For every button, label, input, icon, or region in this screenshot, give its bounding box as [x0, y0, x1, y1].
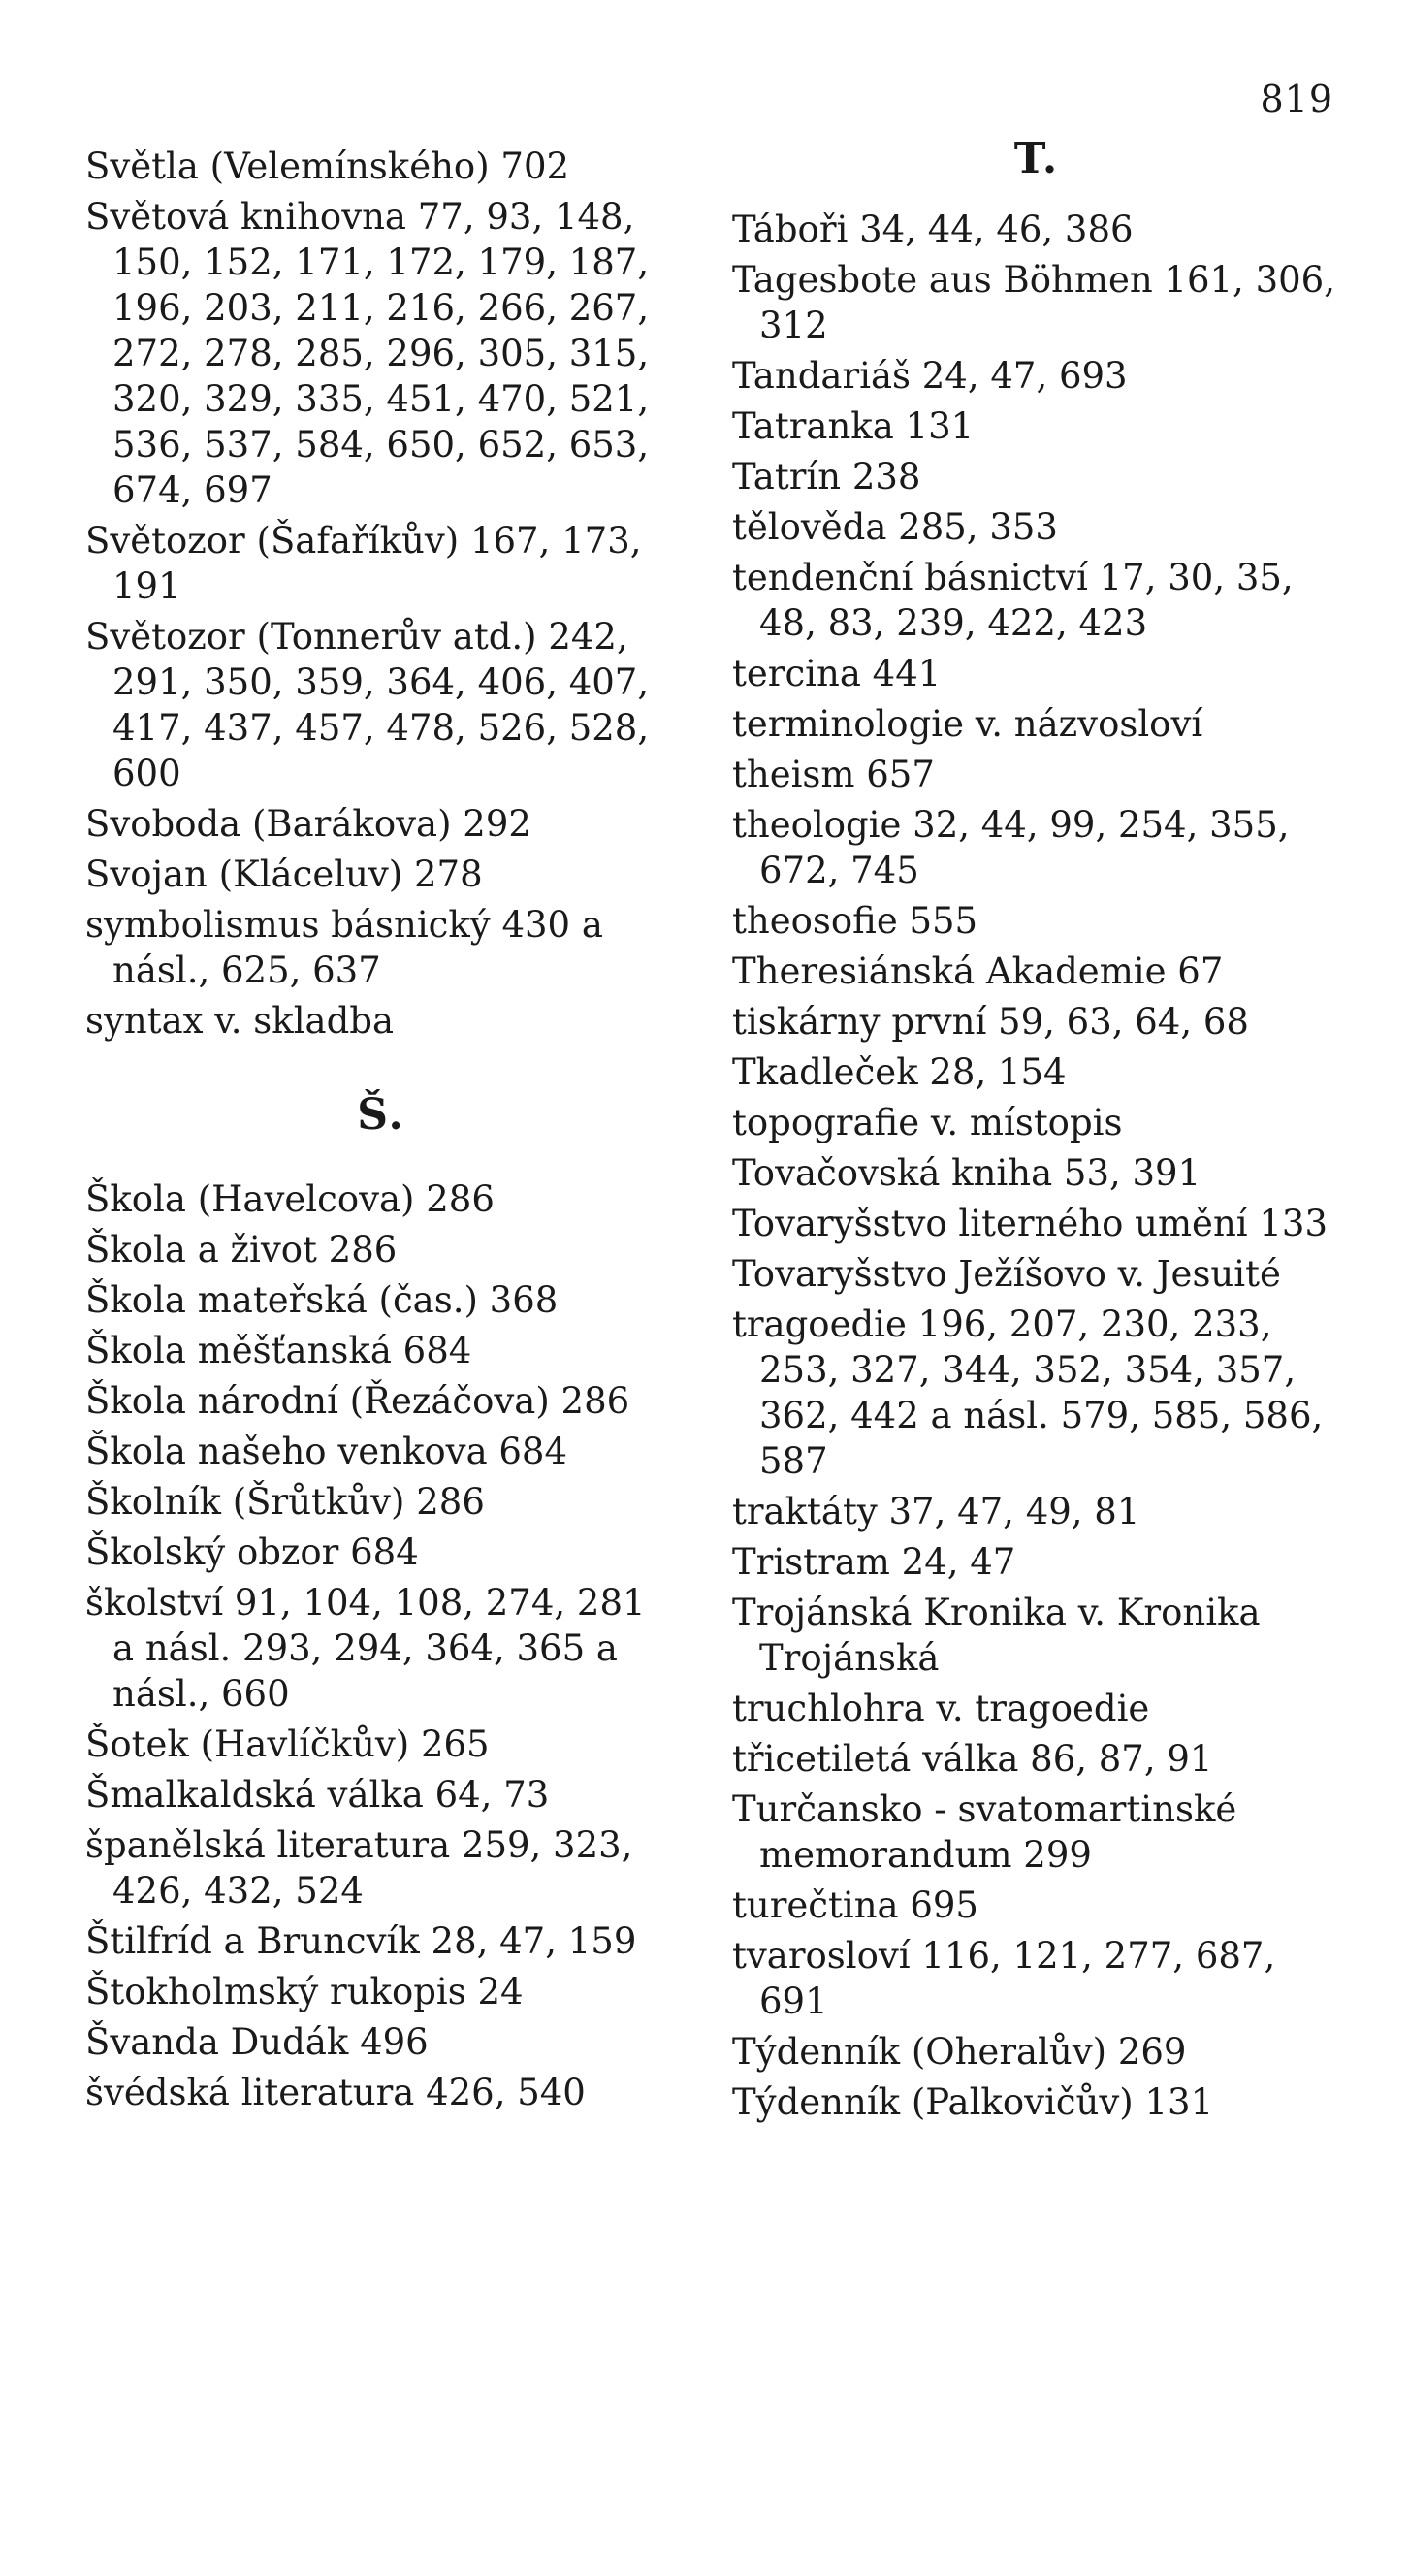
index-entry: tercina 441 — [732, 653, 942, 694]
index-entry: Tagesbote aus Böhmen 161, 306, 312 — [732, 259, 1335, 346]
index-entry: syntax v. skladba — [85, 1000, 395, 1042]
index-entry: školství 91, 104, 108, 274, 281 a násl. 293, 294, 364, 365 a násl., 660 — [85, 1582, 646, 1715]
index-entry: Tandariáš 24, 47, 693 — [732, 355, 1128, 397]
index-entry: theism 657 — [732, 754, 935, 795]
index-entry: Tovaryšstvo Ježíšovo v. Jesuité — [732, 1253, 1281, 1295]
index-entry: Světozor (Šafaříkův) 167, 173, 191 — [85, 520, 642, 607]
index-entry: symbolismus básnický 430 a násl., 625, 637 — [85, 904, 603, 991]
index-entry: Tovaryšstvo literného umění 133 — [732, 1203, 1328, 1244]
index-entry: Tristram 24, 47 — [732, 1541, 1016, 1583]
index-entry: tendenční básnictví 17, 30, 35, 48, 83, 239, 422, 423 — [732, 557, 1294, 644]
index-entry: Školník (Šrůtkův) 286 — [85, 1481, 485, 1523]
index-entry: turečtina 695 — [732, 1884, 978, 1926]
index-entry: Theresiánská Akademie 67 — [732, 950, 1224, 992]
index-entry: Školský obzor 684 — [85, 1531, 419, 1573]
index-entry: traktáty 37, 47, 49, 81 — [732, 1491, 1140, 1532]
index-entry: Světozor (Tonnerův atd.) 242, 291, 350, 359, 364, 406, 407, 417, 437, 457, 478, 526, 528, 600 — [85, 616, 650, 794]
index-entry: Tatrín 238 — [732, 456, 921, 498]
index-entry: Tovačovská kniha 53, 391 — [732, 1152, 1201, 1194]
index-entry: švédská literatura 426, 540 — [85, 2072, 586, 2113]
index-entry: tragoedie 196, 207, 230, 233, 253, 327, 344, 352, 354, 357, 362, 442 a násl. 579, 585, 586, 587 — [732, 1304, 1324, 1482]
index-column-left — [85, 144, 677, 2120]
index-entry: Svojan (Kláceluv) 278 — [85, 853, 483, 895]
page-number: 819 — [1260, 78, 1333, 120]
index-column-right — [732, 134, 1341, 2130]
index-entry: Štokholmský rukopis 24 — [85, 1971, 524, 2012]
index-entry: Tkadleček 28, 154 — [732, 1051, 1067, 1093]
index-entry: Táboři 34, 44, 46, 386 — [732, 209, 1134, 250]
index-entry: theologie 32, 44, 99, 254, 355, 672, 745 — [732, 804, 1290, 891]
index-entry: Turčansko - svatomartinské memorandum 299 — [732, 1788, 1237, 1876]
index-entry: Trojánská Kronika v. Kronika Trojánská — [732, 1592, 1261, 1679]
index-entry: topografie v. místopis — [732, 1102, 1123, 1143]
index-entry: tvarosloví 116, 121, 277, 687, 691 — [732, 1935, 1276, 2022]
index-entry: Švanda Dudák 496 — [85, 2021, 429, 2063]
index-entry: Světla (Velemínského) 702 — [85, 145, 570, 187]
index-entry: truchlohra v. tragoedie — [732, 1688, 1150, 1729]
index-entry: třicetiletá válka 86, 87, 91 — [732, 1738, 1213, 1780]
index-entry: Škola měšťanská 684 — [85, 1330, 472, 1371]
index-entry: Šotek (Havlíčkův) 265 — [85, 1723, 490, 1765]
index-entry: Škola a život 286 — [85, 1229, 398, 1271]
index-entry: Týdenník (Oheralův) 269 — [732, 2031, 1187, 2073]
index-entry: theosofie 555 — [732, 900, 978, 942]
index-entry: Šmalkaldská válka 64, 73 — [85, 1774, 550, 1816]
index-entry: Týdenník (Palkovičův) 131 — [732, 2081, 1214, 2123]
index-entry: Škola našeho venkova 684 — [85, 1431, 568, 1472]
index-entry: španělská literatura 259, 323, 426, 432, 524 — [85, 1824, 633, 1912]
index-entry: Škola (Havelcova) 286 — [85, 1178, 495, 1220]
index-entry: tělověda 285, 353 — [732, 506, 1058, 548]
index-entry: Škola mateřská (čas.) 368 — [85, 1279, 559, 1321]
index-entry: Světová knihovna 77, 93, 148, 150, 152, 171, 172, 179, 187, 196, 203, 211, 216, 266, 267, 272, 278, 285, 296, 305, 315, 320, 329, 335, 451, 470, 521, 536, 537, 584, 650, 652, 653, 674, 697 — [85, 196, 650, 511]
index-entry: Štilfríd a Bruncvík 28, 47, 159 — [85, 1920, 637, 1962]
index-entry: tiskárny první 59, 63, 64, 68 — [732, 1001, 1249, 1043]
section-letter-heading: T. — [1013, 134, 1060, 183]
index-entry: Škola národní (Řezáčova) 286 — [85, 1380, 630, 1422]
section-letter-heading: Š. — [357, 1090, 405, 1140]
index-entry: Svoboda (Barákova) 292 — [85, 803, 531, 845]
index-entry: Tatranka 131 — [732, 405, 975, 447]
index-entry: terminologie v. názvosloví — [732, 703, 1203, 745]
